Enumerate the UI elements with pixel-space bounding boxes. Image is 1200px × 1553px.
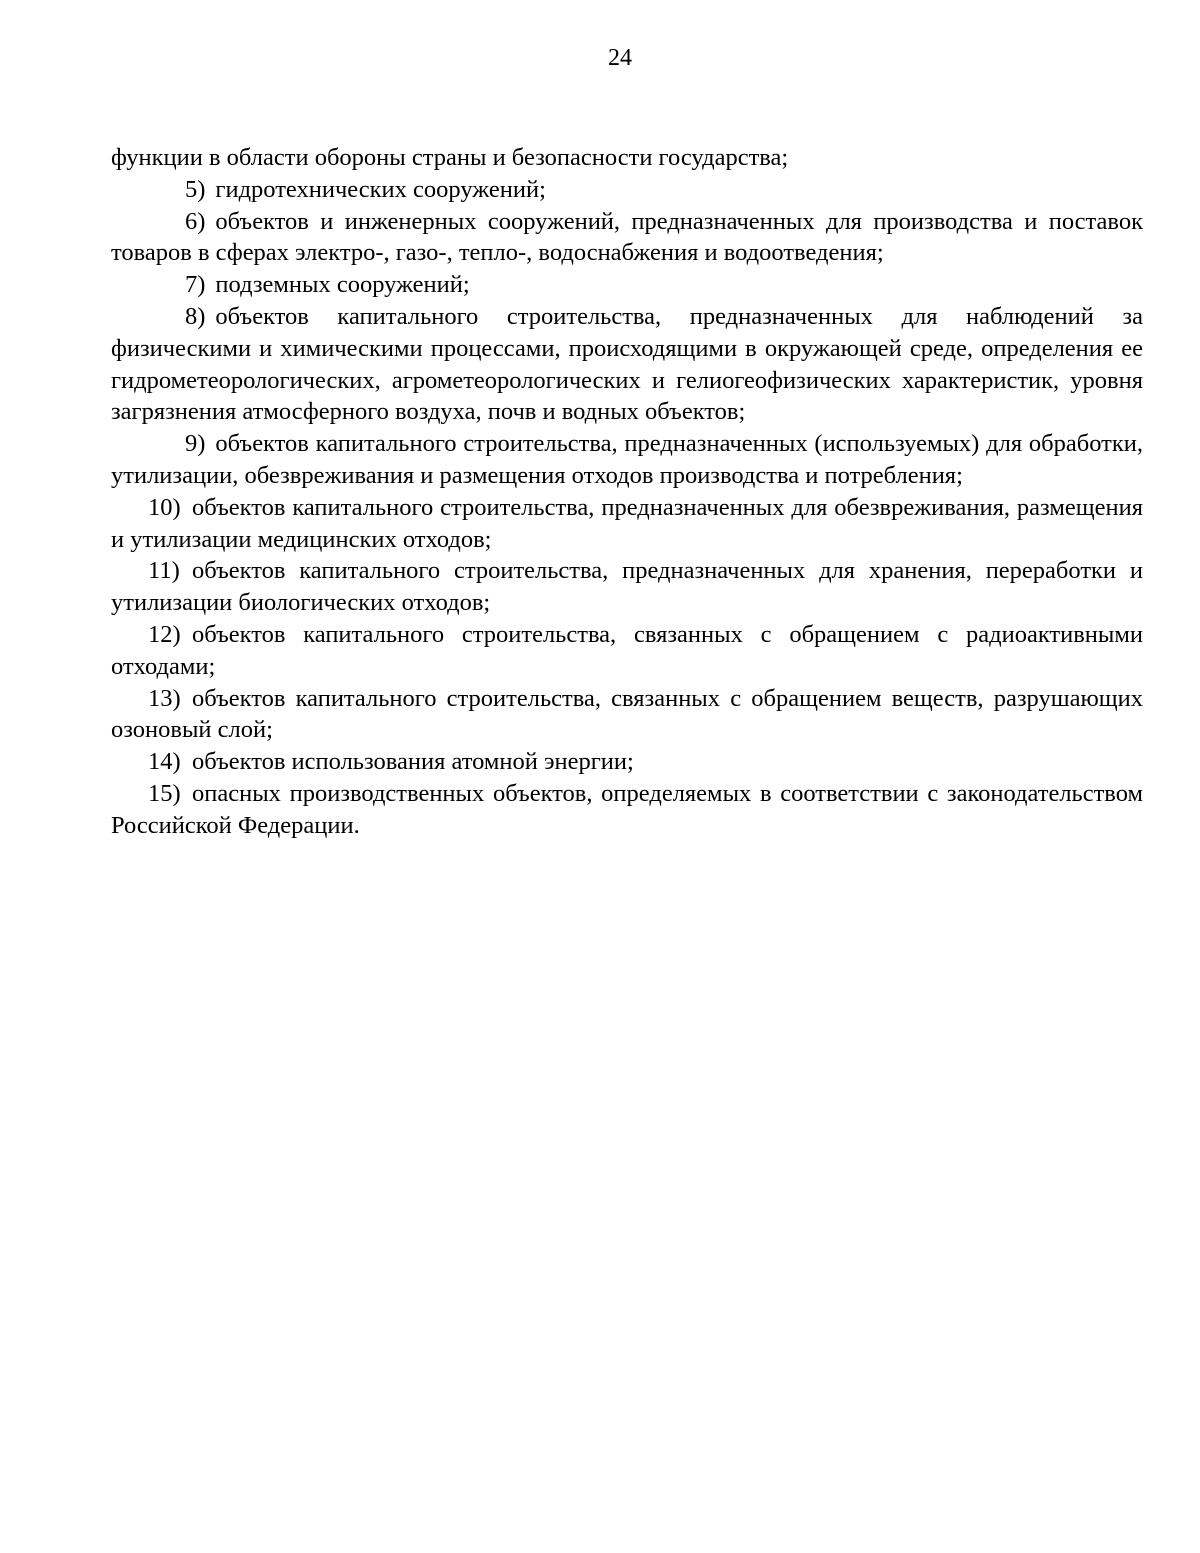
item-number: 14): [148, 748, 181, 776]
item-number: 9): [185, 430, 206, 458]
list-item-5: [111, 174, 1143, 206]
item-text: подземных сооружений;: [215, 271, 470, 299]
lead-line: функции в области обороны страны и безопасности государства;: [111, 144, 789, 171]
item-text: объектов использования атомной энергии;: [192, 748, 634, 776]
item-number: 11): [148, 557, 180, 585]
item-text: объектов капитального строительства, предназначенных для обезвреживания, размещения и утилизации медицинских отходов;: [111, 493, 1143, 553]
list-item-7: [111, 269, 1143, 301]
item-number: 8): [185, 302, 206, 330]
item-number: 13): [148, 684, 181, 712]
list-item-6: [111, 206, 1143, 270]
list-item-13: [111, 683, 1143, 747]
item-number: 10): [148, 493, 181, 521]
list-item-14: [111, 746, 1143, 778]
page-number: 24: [608, 45, 632, 71]
item-number: 7): [185, 271, 206, 299]
list-item-9: [111, 428, 1143, 492]
item-text: объектов капитального строительства, предназначенных (используемых) для обработки, утилизации, обезвреживания и размещения отходов производства и потребления;: [111, 430, 1143, 489]
item-text: гидротехнических сооружений;: [215, 175, 546, 203]
item-number: 12): [148, 620, 181, 648]
item-number: 6): [185, 207, 206, 235]
item-text: объектов капитального строительства, предназначенных для наблюдений за физическими и химическими процессами, происходящими в окружающей среде, определения ее гидрометеорологических, агрометеорологических и гелиогеофизических характеристик, уровня загрязнения атмосферного воздуха, почв и водных объектов;: [111, 302, 1143, 426]
list-item-8: [111, 301, 1143, 428]
item-text: опасных производственных объектов, определяемых в соответствии с законодательством Российской Федерации.: [111, 779, 1143, 839]
list-item-15: [111, 778, 1143, 842]
list-item-10: [111, 492, 1143, 556]
item-text: объектов капитального строительства, связанных с обращением веществ, разрушающих озоновый слой;: [111, 684, 1143, 744]
document-body: [111, 142, 1143, 842]
item-number: 15): [148, 779, 181, 807]
item-text: объектов капитального строительства, предназначенных для хранения, переработки и утилизации биологических отходов;: [111, 557, 1143, 617]
list-item-11: [111, 555, 1143, 619]
item-text: объектов капитального строительства, связанных с обращением с радиоактивными отходами;: [111, 620, 1143, 680]
item-text: объектов и инженерных сооружений, предназначенных для производства и поставок товаров в сферах электро-, газо-, тепло-, водоснабжения и водоотведения;: [111, 207, 1143, 267]
list-item-12: [111, 619, 1143, 683]
item-number: 5): [185, 175, 206, 203]
